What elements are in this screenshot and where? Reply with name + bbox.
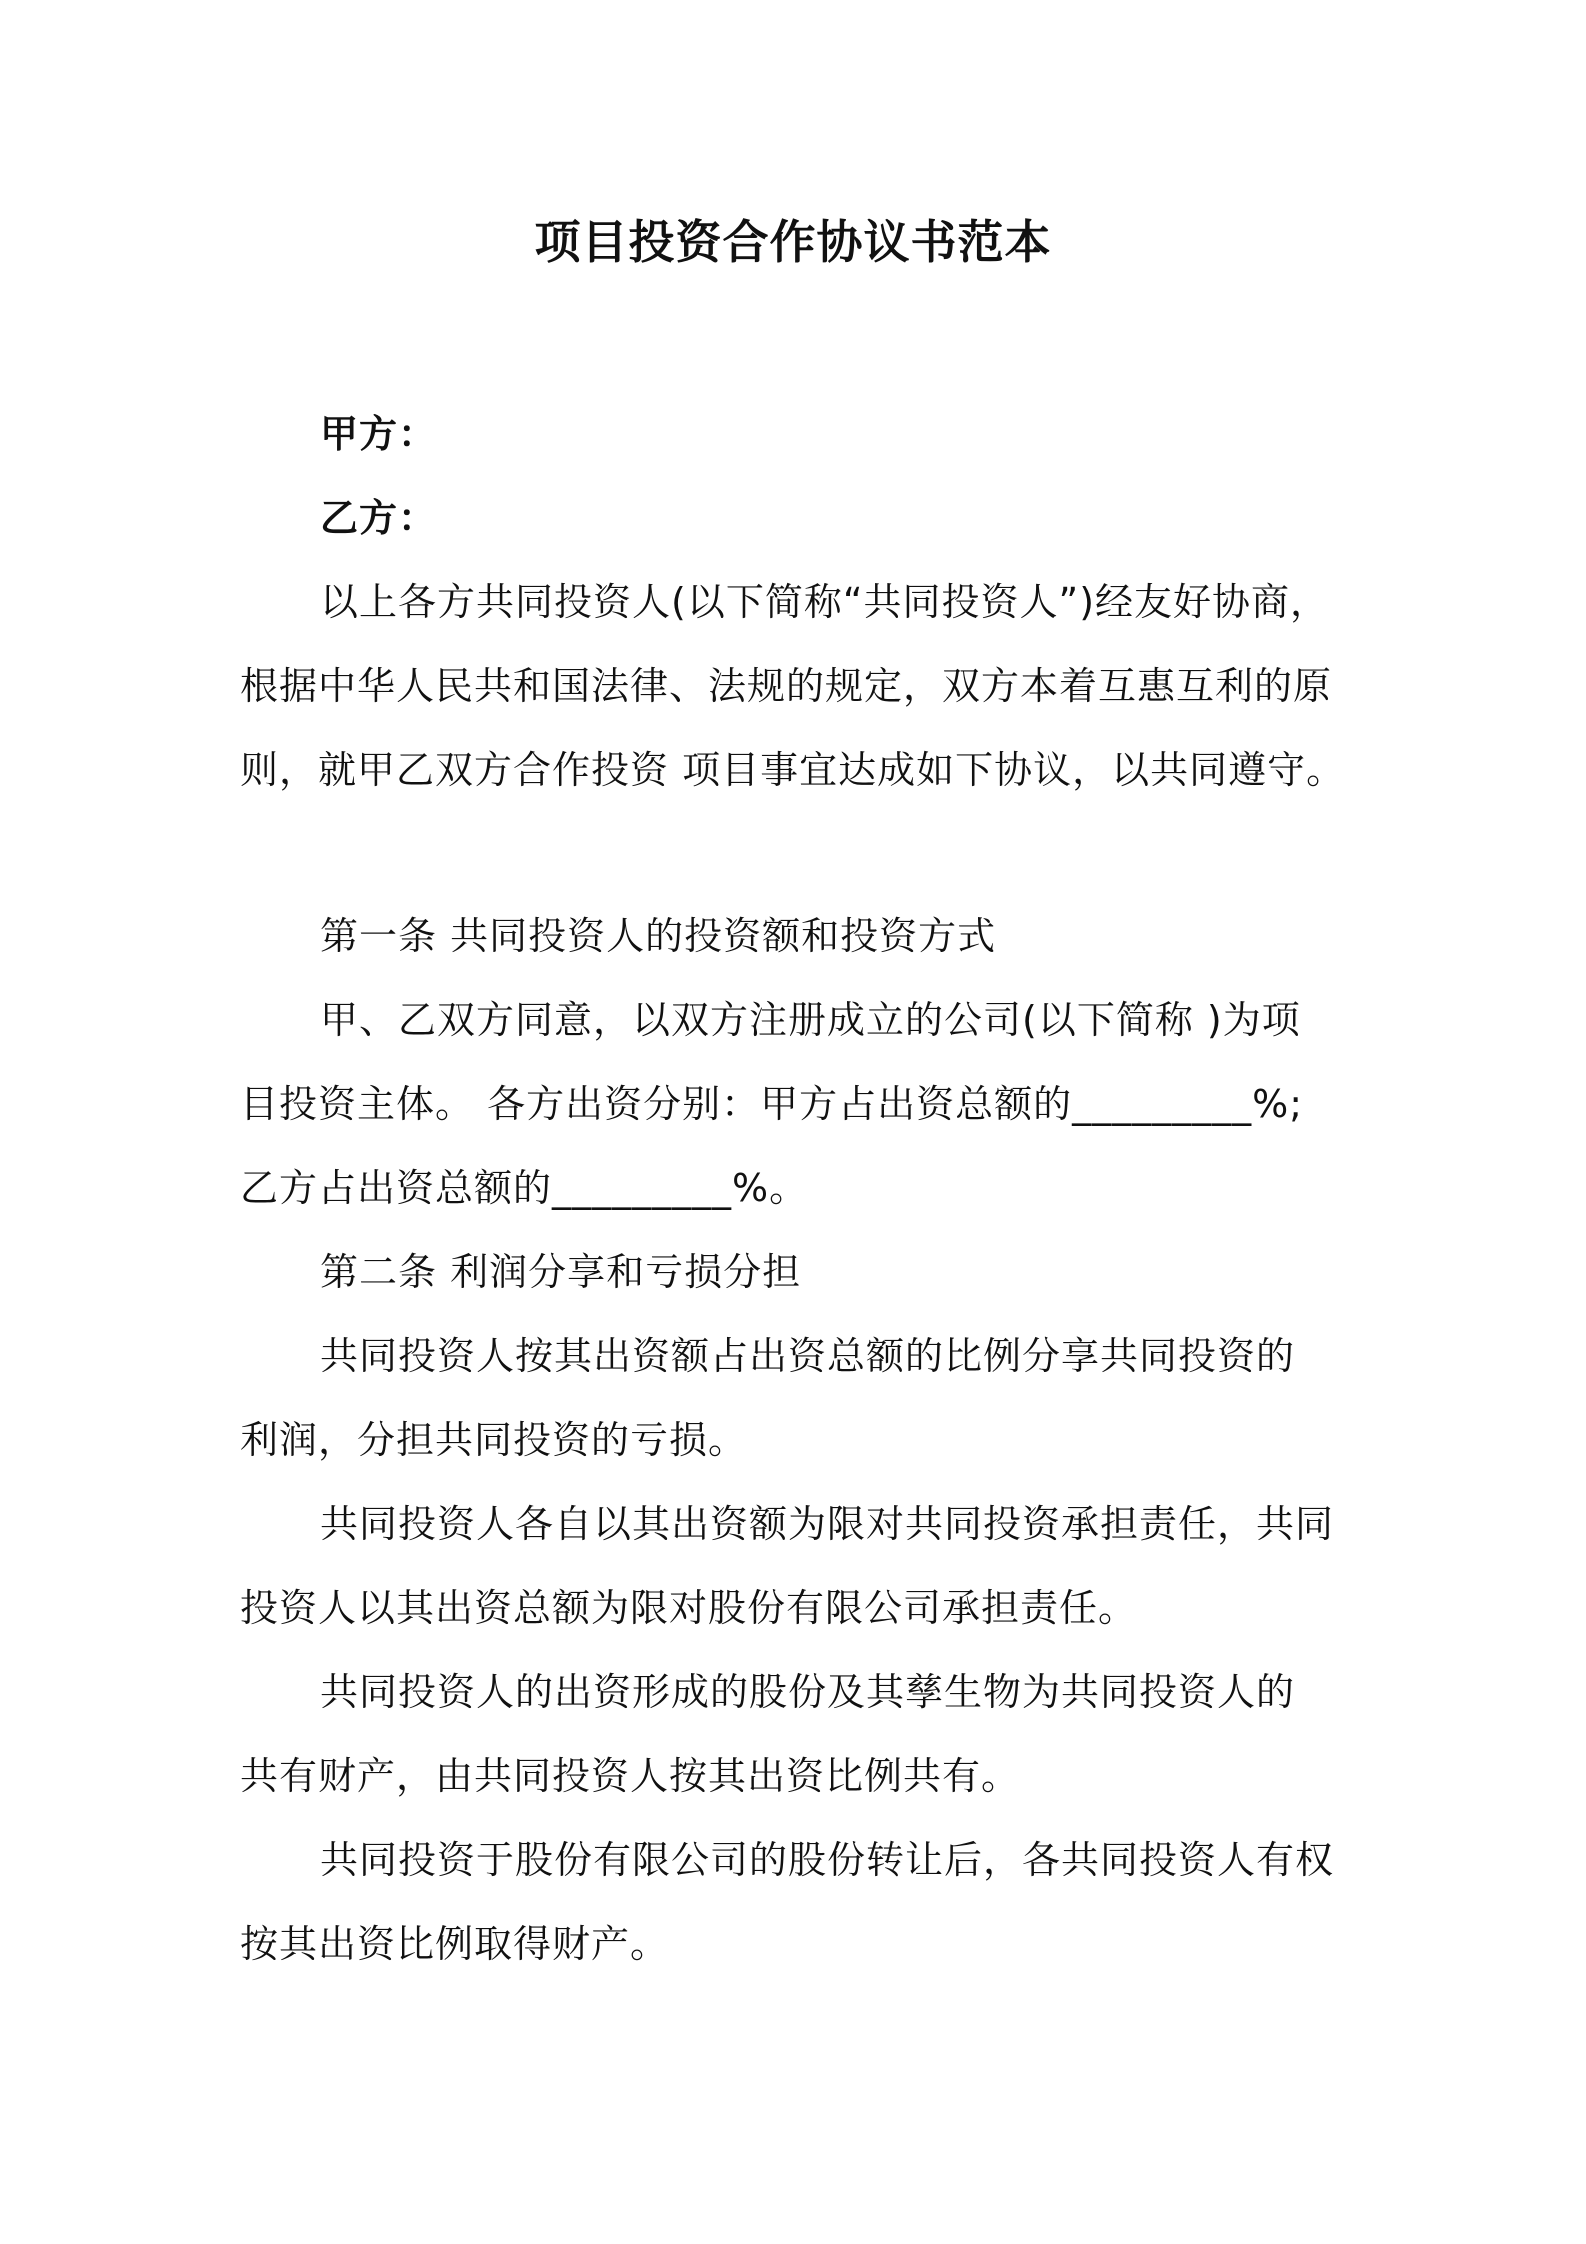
party-b-label: 乙方： [320,496,438,540]
party-a-label: 甲方： [320,412,438,456]
article-1-line-1: 甲、乙双方同意，以双方注册成立的公司(以下简称 )为项 [320,998,1301,1042]
article-2-heading: 第二条 利润分享和亏损分担 [320,1250,802,1294]
article-2-p2-line-1: 共同投资人各自以其出资额为限对共同投资承担责任，共同 [320,1502,1335,1546]
article-2-p3-line-1: 共同投资人的出资形成的股份及其孳生物为共同投资人的 [320,1670,1296,1714]
article-2-p2-line-2: 投资人以其出资总额为限对股份有限公司承担责任。 [240,1586,1138,1630]
article-2-p3-line-2: 共有财产，由共同投资人按其出资比例共有。 [240,1754,1021,1798]
article-1-heading: 第一条 共同投资人的投资额和投资方式 [320,914,997,958]
article-2-p1-line-2: 利润，分担共同投资的亏损。 [240,1418,748,1462]
article-2-p4-line-1: 共同投资于股份有限公司的股份转让后，各共同投资人有权 [320,1838,1335,1882]
document-title: 项目投资合作协议书范本 [534,215,1052,269]
article-2-p1-line-1: 共同投资人按其出资额占出资总额的比例分享共同投资的 [320,1334,1296,1378]
intro-line-2: 根据中华人民共和国法律、法规的规定，双方本着互惠互利的原 [240,664,1333,708]
intro-line-3: 则，就甲乙双方合作投资 项目事宜达成如下协议，以共同遵守。 [240,748,1346,792]
article-1-line-3: 乙方占出资总额的_________%。 [240,1166,809,1210]
article-1-line-2: 目投资主体。 各方出资分别：甲方占出资总额的_________%; [240,1082,1303,1126]
article-2-p4-line-2: 按其出资比例取得财产。 [240,1922,670,1966]
intro-line-1: 以上各方共同投资人(以下简称“共同投资人”)经友好协商， [320,580,1330,624]
